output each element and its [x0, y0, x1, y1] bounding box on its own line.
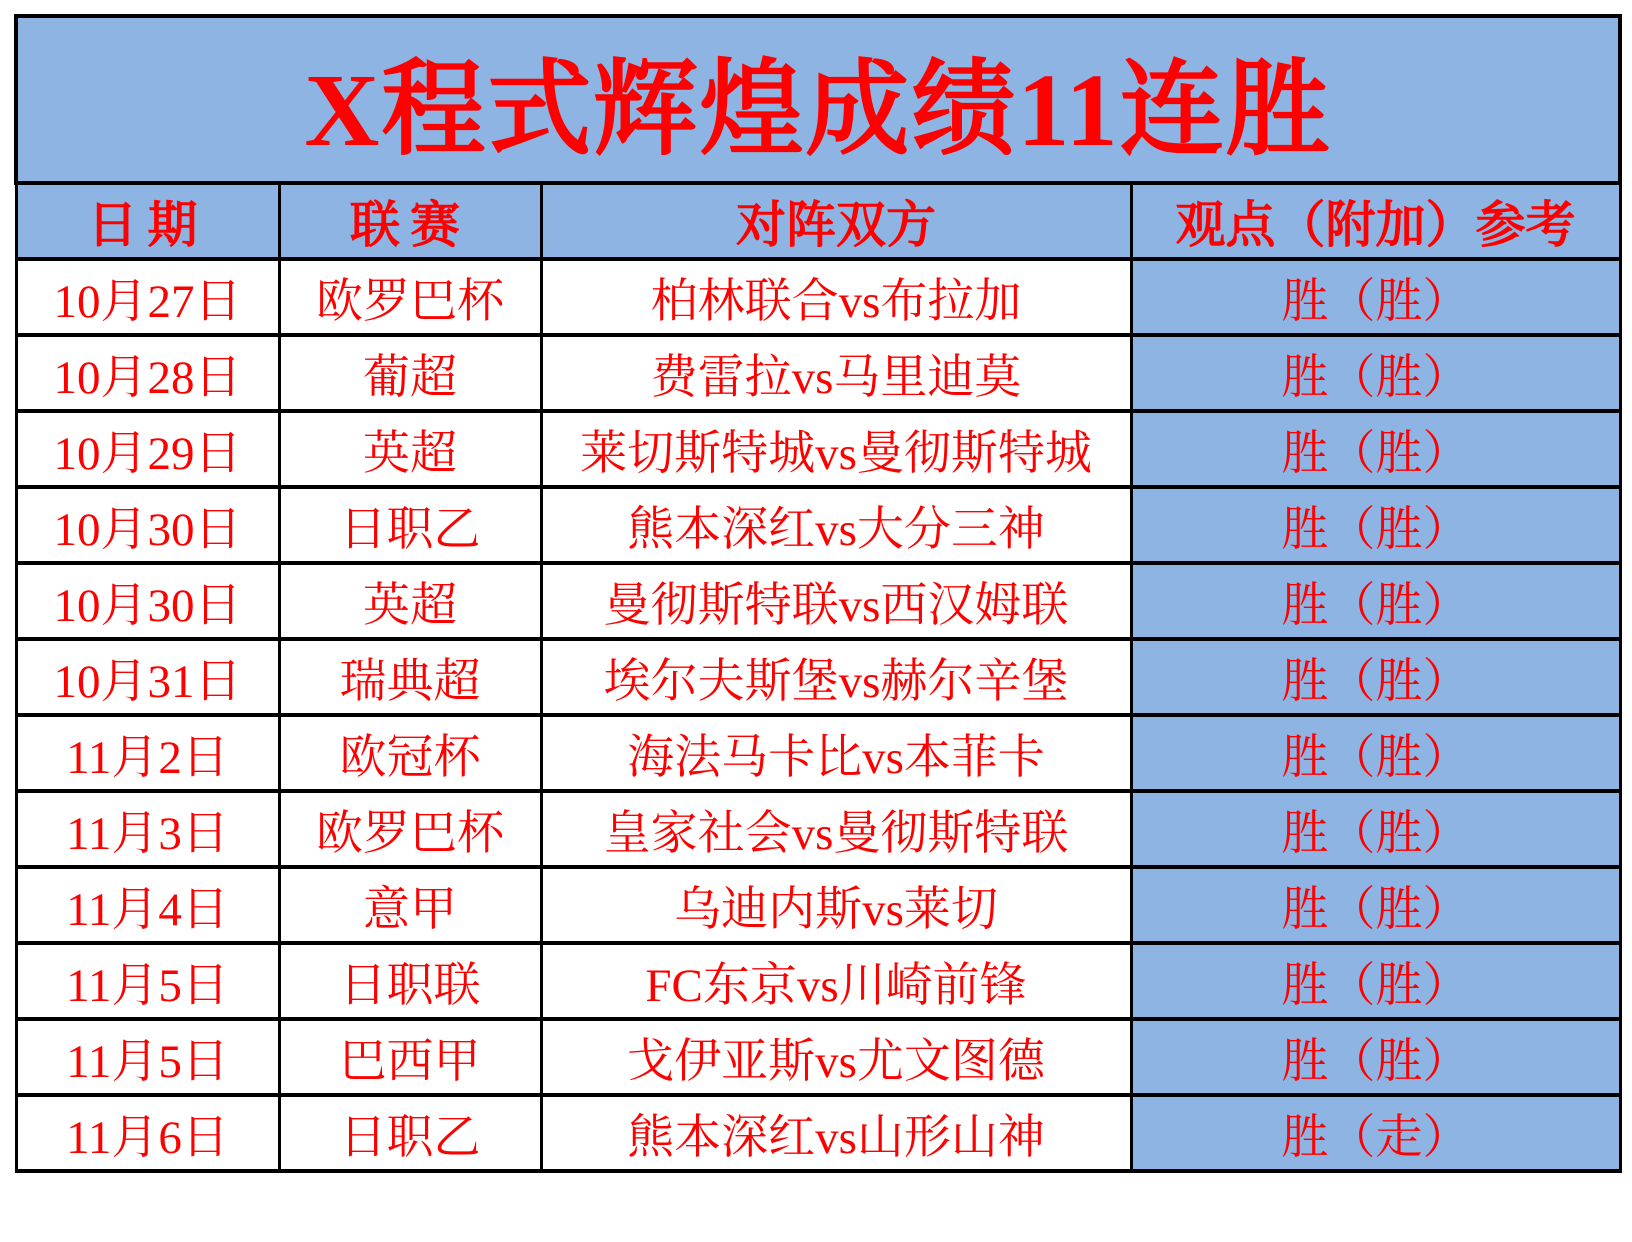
date-cell: 10月31日 — [16, 639, 279, 715]
table-row — [16, 791, 1620, 867]
match-cell: 海法马卡比vs本菲卡 — [541, 715, 1131, 791]
league-cell: 英超 — [279, 563, 541, 639]
page-title: X程式辉煌成绩11连胜 — [16, 16, 1620, 183]
date-cell: 11月6日 — [16, 1095, 279, 1171]
title-row — [16, 16, 1620, 183]
match-cell: 莱切斯特城vs曼彻斯特城 — [541, 411, 1131, 487]
result-cell: 胜（胜） — [1131, 715, 1620, 791]
table-row — [16, 943, 1620, 1019]
result-cell: 胜（胜） — [1131, 639, 1620, 715]
match-cell: 熊本深红vs大分三神 — [541, 487, 1131, 563]
date-cell: 11月2日 — [16, 715, 279, 791]
table-row — [16, 563, 1620, 639]
table-row — [16, 1095, 1620, 1171]
match-cell: 皇家社会vs曼彻斯特联 — [541, 791, 1131, 867]
result-cell: 胜（胜） — [1131, 259, 1620, 335]
league-cell: 意甲 — [279, 867, 541, 943]
result-cell: 胜（胜） — [1131, 791, 1620, 867]
match-cell: 曼彻斯特联vs西汉姆联 — [541, 563, 1131, 639]
match-cell: 戈伊亚斯vs尤文图德 — [541, 1019, 1131, 1095]
date-cell: 11月4日 — [16, 867, 279, 943]
table-row — [16, 487, 1620, 563]
match-cell: 埃尔夫斯堡vs赫尔辛堡 — [541, 639, 1131, 715]
league-cell: 欧罗巴杯 — [279, 791, 541, 867]
league-cell: 巴西甲 — [279, 1019, 541, 1095]
results-table — [14, 14, 1622, 1173]
league-cell: 欧冠杯 — [279, 715, 541, 791]
league-cell: 日职乙 — [279, 487, 541, 563]
result-cell: 胜（胜） — [1131, 487, 1620, 563]
result-cell: 胜（胜） — [1131, 563, 1620, 639]
match-cell: 熊本深红vs山形山神 — [541, 1095, 1131, 1171]
result-cell: 胜（胜） — [1131, 411, 1620, 487]
match-cell: 柏林联合vs布拉加 — [541, 259, 1131, 335]
date-cell: 10月30日 — [16, 563, 279, 639]
column-header-date: 日期 — [16, 183, 279, 259]
result-cell: 胜（走） — [1131, 1095, 1620, 1171]
date-cell: 11月5日 — [16, 943, 279, 1019]
match-cell: 乌迪内斯vs莱切 — [541, 867, 1131, 943]
results-body — [16, 259, 1620, 1171]
league-cell: 欧罗巴杯 — [279, 259, 541, 335]
header-row — [16, 183, 1620, 259]
table-row — [16, 335, 1620, 411]
column-header-result: 观点（附加）参考 — [1131, 183, 1620, 259]
league-cell: 日职联 — [279, 943, 541, 1019]
result-cell: 胜（胜） — [1131, 1019, 1620, 1095]
league-cell: 瑞典超 — [279, 639, 541, 715]
match-cell: 费雷拉vs马里迪莫 — [541, 335, 1131, 411]
date-cell: 10月29日 — [16, 411, 279, 487]
table-row — [16, 259, 1620, 335]
league-cell: 葡超 — [279, 335, 541, 411]
date-cell: 10月30日 — [16, 487, 279, 563]
table-row — [16, 411, 1620, 487]
result-cell: 胜（胜） — [1131, 335, 1620, 411]
date-cell: 10月27日 — [16, 259, 279, 335]
table-row — [16, 715, 1620, 791]
match-cell: FC东京vs川崎前锋 — [541, 943, 1131, 1019]
result-cell: 胜（胜） — [1131, 867, 1620, 943]
league-cell: 英超 — [279, 411, 541, 487]
column-header-match: 对阵双方 — [541, 183, 1131, 259]
date-cell: 10月28日 — [16, 335, 279, 411]
date-cell: 11月3日 — [16, 791, 279, 867]
table-row — [16, 867, 1620, 943]
table-row — [16, 1019, 1620, 1095]
table-row — [16, 639, 1620, 715]
column-header-league: 联赛 — [279, 183, 541, 259]
result-cell: 胜（胜） — [1131, 943, 1620, 1019]
league-cell: 日职乙 — [279, 1095, 541, 1171]
date-cell: 11月5日 — [16, 1019, 279, 1095]
